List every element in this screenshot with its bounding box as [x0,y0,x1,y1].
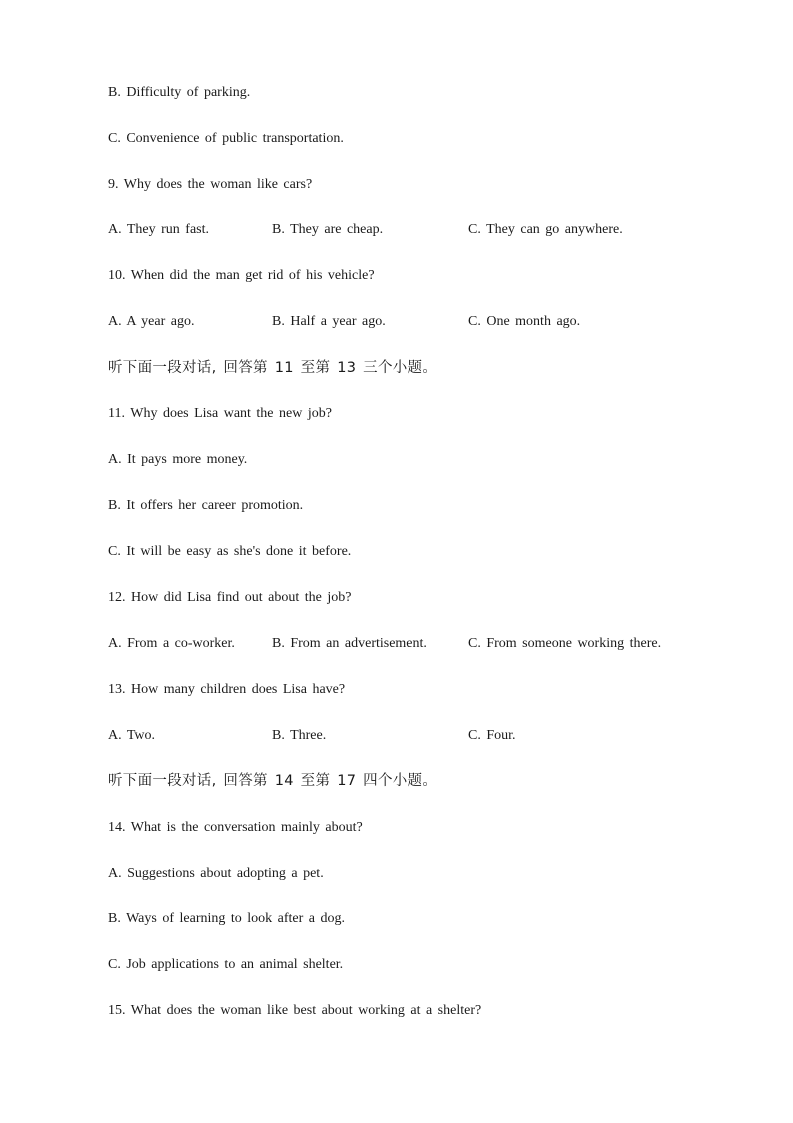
q9-option-b: B. They are cheap. [272,222,384,237]
question-9: 9. Why does the woman like cars? [108,177,313,192]
q13-option-c: C. Four. [468,728,516,743]
q13-option-b: B. Three. [272,728,327,743]
q11-option-c: C. It will be easy as she's done it before. [108,544,352,559]
q9-option-c: C. They can go anywhere. [468,222,623,237]
q8-option-c: C. Convenience of public transportation. [108,131,344,146]
q14-option-c: C. Job applications to an animal shelter. [108,957,344,972]
q10-option-b: B. Half a year ago. [272,314,386,329]
question-11: 11. Why does Lisa want the new job? [108,406,332,421]
question-10: 10. When did the man get rid of his vehicle? [108,268,375,283]
question-13: 13. How many children does Lisa have? [108,682,346,697]
q12-options [0,635,793,653]
q11-option-a: A. It pays more money. [108,452,248,467]
question-12: 12. How did Lisa find out about the job? [108,590,352,605]
q9-options [0,221,793,239]
section-heading-11-13: 听下面一段对话, 回答第 11 至第 13 三个小题。 [108,360,438,376]
q10-option-c: C. One month ago. [468,314,581,329]
q10-option-a: A. A year ago. [108,314,195,329]
q9-option-a: A. They run fast. [108,222,209,237]
q12-option-c: C. From someone working there. [468,636,662,651]
q8-option-b: B. Difficulty of parking. [108,85,251,100]
q12-option-b: B. From an advertisement. [272,636,427,651]
q14-option-b: B. Ways of learning to look after a dog. [108,911,346,926]
q10-options [0,313,793,331]
q13-options [0,727,793,745]
q11-option-b: B. It offers her career promotion. [108,498,304,513]
q12-option-a: A. From a co-worker. [108,636,235,651]
q13-option-a: A. Two. [108,728,156,743]
q14-option-a: A. Suggestions about adopting a pet. [108,866,324,881]
section-heading-14-17: 听下面一段对话, 回答第 14 至第 17 四个小题。 [108,773,438,789]
question-15: 15. What does the woman like best about working at a shelter? [108,1003,482,1018]
question-14: 14. What is the conversation mainly about? [108,820,363,835]
